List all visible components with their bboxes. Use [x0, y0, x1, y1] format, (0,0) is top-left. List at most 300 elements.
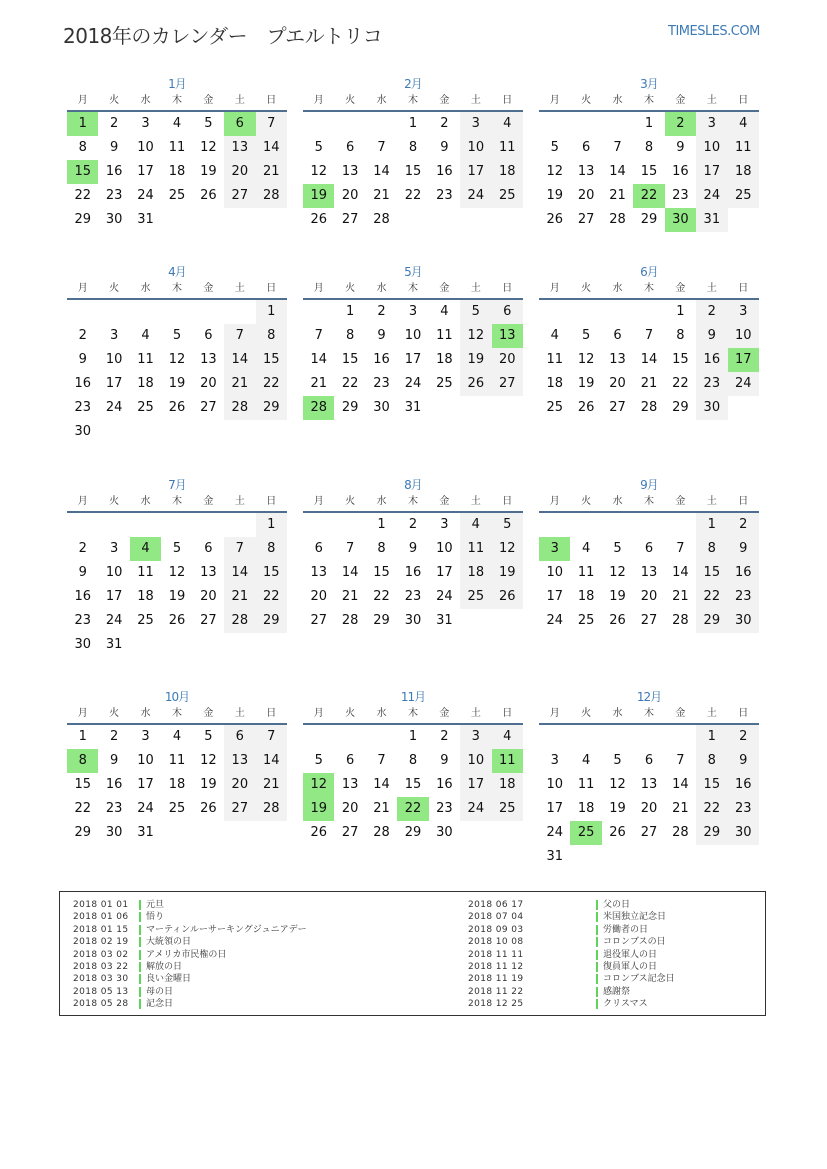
holiday-date: 2018 11 11 [468, 949, 524, 960]
empty-cell [492, 208, 523, 232]
holiday-entry [73, 973, 307, 985]
day-cell: 19 [168, 589, 186, 604]
weekday-label: 金 [439, 708, 450, 719]
holiday-day-cell: 4 [130, 537, 161, 561]
weekday-label: 水 [376, 95, 387, 106]
weekend-day-cell: 7 [224, 537, 255, 561]
weekday-label: 火 [345, 496, 356, 507]
month-grid [539, 93, 759, 232]
empty-cell [161, 420, 192, 444]
day-cell: 15 [672, 352, 689, 367]
weekday-label: 土 [234, 95, 245, 106]
holiday-marker [596, 937, 598, 947]
day-cell: 16 [105, 777, 123, 792]
weekend-day-cell: 1 [256, 513, 287, 537]
weekday-label: 金 [203, 283, 214, 294]
day-cell: 30 [74, 637, 91, 652]
day-cell: 7 [345, 541, 355, 556]
holiday-list-right [468, 899, 675, 1011]
empty-cell [492, 821, 523, 845]
holiday-entry [468, 973, 675, 985]
day-cell: 26 [609, 825, 626, 840]
day-cell: 19 [200, 777, 217, 792]
week-row [67, 324, 287, 348]
month-name: 3月 [640, 77, 658, 91]
day-cell: 1 [644, 116, 654, 131]
day-cell: 30 [373, 400, 390, 415]
holiday-entry [73, 998, 307, 1010]
day-cell: 28 [373, 212, 390, 227]
day-cell: 28 [341, 613, 359, 628]
day-cell: 22 [74, 188, 91, 203]
day-cell: 28 [640, 400, 658, 415]
weekday-header [539, 494, 759, 513]
day-cell: 5 [613, 753, 622, 768]
weekday-label: 水 [612, 283, 623, 294]
day-cell: 29 [640, 212, 658, 227]
day-cell: 5 [314, 753, 323, 768]
day-cell: 15 [404, 164, 422, 179]
holiday-marker [596, 925, 598, 935]
weekend-day-cell: 4 [492, 725, 523, 749]
day-cell: 25 [436, 376, 453, 391]
day-cell: 9 [78, 565, 87, 580]
weekend-day-cell: 24 [460, 797, 491, 821]
day-cell: 17 [105, 376, 123, 391]
weekend-day-cell: 8 [696, 537, 727, 561]
day-cell: 16 [404, 565, 422, 580]
empty-cell [224, 633, 255, 657]
day-cell: 10 [137, 753, 154, 768]
holiday-day-cell: 15 [67, 160, 98, 184]
weekday-label: 火 [109, 95, 120, 106]
day-cell: 2 [408, 517, 418, 532]
weekend-day-cell: 25 [492, 797, 523, 821]
holiday-marker [596, 999, 598, 1009]
day-cell: 17 [105, 589, 123, 604]
day-cell: 7 [676, 541, 685, 556]
empty-cell [570, 845, 601, 869]
weekday-header [67, 494, 287, 513]
day-cell: 15 [341, 352, 359, 367]
weekday-label: 土 [470, 283, 481, 294]
day-cell: 3 [109, 328, 119, 343]
holiday-entry [468, 998, 675, 1010]
holiday-name: 労働者の日 [603, 924, 649, 935]
week-row [67, 561, 287, 585]
day-cell: 20 [640, 589, 658, 604]
weekday-label: 日 [266, 95, 277, 106]
weekday-label: 水 [612, 496, 623, 507]
weekday-label: 金 [203, 95, 214, 106]
day-cell: 2 [109, 116, 119, 131]
day-cell: 5 [550, 140, 559, 155]
empty-cell [224, 821, 255, 845]
empty-cell [429, 396, 460, 420]
day-cell: 11 [577, 777, 595, 792]
day-cell: 19 [609, 589, 626, 604]
day-cell: 9 [377, 328, 386, 343]
empty-cell [570, 513, 601, 537]
weekend-day-cell: 12 [492, 537, 523, 561]
week-row [539, 396, 759, 420]
day-cell: 4 [581, 753, 591, 768]
empty-cell [366, 725, 397, 749]
weekday-label: 水 [140, 283, 151, 294]
week-row [303, 609, 523, 633]
day-cell: 10 [546, 777, 563, 792]
weekday-label: 木 [171, 95, 182, 106]
week-row [303, 513, 523, 537]
week-row [539, 821, 759, 845]
holiday-marker [139, 974, 141, 984]
day-cell: 19 [200, 164, 217, 179]
day-cell: 16 [74, 376, 91, 391]
day-cell: 16 [436, 777, 453, 792]
day-cell: 21 [609, 188, 626, 203]
week-row [67, 300, 287, 324]
weekday-label: 火 [109, 496, 120, 507]
weekday-label: 土 [234, 283, 245, 294]
holiday-name: 復員軍人の日 [603, 961, 658, 972]
day-cell: 9 [109, 753, 119, 768]
holiday-legend [59, 891, 766, 1016]
empty-cell [256, 208, 287, 232]
weekday-label: 月 [313, 95, 324, 106]
day-cell: 24 [137, 801, 154, 816]
day-cell: 10 [137, 140, 154, 155]
holiday-marker [596, 950, 598, 960]
day-cell: 28 [672, 613, 689, 628]
weekend-day-cell: 24 [460, 184, 491, 208]
empty-cell [334, 112, 365, 136]
weekday-label: 火 [581, 283, 592, 294]
weekend-day-cell: 22 [256, 372, 287, 396]
empty-cell [539, 725, 570, 749]
week-row [539, 324, 759, 348]
holiday-day-cell: 11 [492, 749, 523, 773]
empty-cell [665, 845, 696, 869]
day-cell: 7 [613, 140, 622, 155]
week-row [539, 609, 759, 633]
day-cell: 1 [377, 517, 386, 532]
day-cell: 8 [408, 140, 418, 155]
day-cell: 17 [137, 164, 154, 179]
weekday-label: 金 [675, 95, 686, 106]
month-name: 1月 [168, 77, 186, 91]
day-cell: 26 [200, 188, 217, 203]
weekday-label: 月 [549, 283, 560, 294]
week-row [303, 184, 523, 208]
weekday-label: 水 [376, 708, 387, 719]
weekend-day-cell: 4 [728, 112, 759, 136]
week-row [67, 821, 287, 845]
month-name: 6月 [640, 265, 658, 279]
day-cell: 23 [373, 376, 390, 391]
holiday-day-cell: 22 [633, 184, 664, 208]
weekday-label: 土 [706, 496, 717, 507]
holiday-day-cell: 3 [539, 537, 570, 561]
day-cell: 18 [168, 777, 186, 792]
weekday-label: 金 [439, 496, 450, 507]
day-cell: 20 [577, 188, 595, 203]
holiday-day-cell: 19 [303, 184, 334, 208]
weekend-day-cell: 19 [492, 561, 523, 585]
empty-cell [366, 112, 397, 136]
empty-cell [602, 725, 633, 749]
week-row [67, 208, 287, 232]
empty-cell [602, 845, 633, 869]
week-row [67, 609, 287, 633]
month-grid [303, 706, 523, 845]
week-row [303, 324, 523, 348]
week-row [67, 797, 287, 821]
day-cell: 13 [200, 352, 217, 367]
weekday-label: 火 [345, 708, 356, 719]
empty-cell [728, 845, 759, 869]
week-row [303, 561, 523, 585]
weekday-label: 金 [675, 496, 686, 507]
holiday-name: 良い金曜日 [146, 974, 192, 985]
holiday-entry [468, 899, 675, 911]
day-cell: 23 [105, 801, 123, 816]
day-cell: 22 [672, 376, 689, 391]
weekend-day-cell: 22 [696, 797, 727, 821]
day-cell: 9 [440, 140, 449, 155]
day-cell: 27 [200, 400, 217, 415]
empty-cell [303, 725, 334, 749]
day-cell: 17 [546, 801, 563, 816]
weekday-label: 火 [109, 708, 120, 719]
month-grid [67, 706, 287, 845]
day-cell: 2 [78, 541, 87, 556]
day-cell: 3 [109, 541, 119, 556]
empty-cell [334, 725, 365, 749]
empty-cell [256, 633, 287, 657]
day-cell: 16 [436, 164, 453, 179]
weekday-label: 木 [643, 95, 654, 106]
holiday-marker [139, 962, 141, 972]
holiday-name: アメリカ市民権の日 [146, 949, 227, 960]
weekend-day-cell: 19 [460, 348, 491, 372]
weekend-day-cell: 28 [224, 609, 255, 633]
month-5 [303, 263, 523, 458]
week-row [67, 372, 287, 396]
month-1 [67, 75, 287, 270]
empty-cell [161, 821, 192, 845]
week-row [303, 112, 523, 136]
day-cell: 28 [609, 212, 626, 227]
day-cell: 13 [200, 565, 217, 580]
empty-cell [539, 300, 570, 324]
week-row [539, 160, 759, 184]
weekend-day-cell: 27 [492, 372, 523, 396]
month-name: 10月 [164, 690, 190, 704]
day-cell: 29 [341, 400, 359, 415]
weekend-day-cell: 10 [696, 136, 727, 160]
holiday-name: クリスマス [603, 999, 648, 1010]
week-row [539, 725, 759, 749]
holiday-day-cell: 22 [397, 797, 428, 821]
weekend-day-cell: 30 [696, 396, 727, 420]
holiday-entry [468, 949, 675, 961]
day-cell: 12 [609, 565, 626, 580]
month-grid [303, 93, 523, 232]
weekend-day-cell: 8 [256, 537, 287, 561]
brand-link[interactable]: TIMESLES.COM [668, 24, 760, 39]
empty-cell [539, 513, 570, 537]
weekend-day-cell: 13 [224, 136, 255, 160]
empty-cell [67, 513, 98, 537]
month-grid [303, 494, 523, 633]
day-cell: 2 [440, 729, 449, 744]
day-cell: 30 [404, 613, 422, 628]
weekend-day-cell: 3 [460, 725, 491, 749]
weekday-header [539, 706, 759, 725]
weekday-label: 火 [345, 283, 356, 294]
weekday-label: 金 [439, 95, 450, 106]
empty-cell [161, 208, 192, 232]
day-cell: 23 [74, 400, 91, 415]
holiday-date: 2018 10 08 [468, 937, 524, 948]
week-row [67, 184, 287, 208]
holiday-date: 2018 11 12 [468, 961, 524, 972]
day-cell: 26 [546, 212, 563, 227]
week-row [539, 773, 759, 797]
day-cell: 5 [581, 328, 591, 343]
empty-cell [256, 821, 287, 845]
weekend-day-cell: 1 [256, 300, 287, 324]
empty-cell [570, 300, 601, 324]
weekend-day-cell: 20 [492, 348, 523, 372]
day-cell: 8 [78, 140, 87, 155]
day-cell: 29 [74, 825, 91, 840]
day-cell: 5 [172, 328, 182, 343]
day-cell: 13 [341, 164, 359, 179]
holiday-entry [468, 936, 675, 948]
day-cell: 13 [640, 777, 658, 792]
holiday-entry [73, 924, 307, 936]
weekend-day-cell: 18 [728, 160, 759, 184]
day-cell: 15 [640, 164, 658, 179]
weekday-label: 日 [502, 283, 513, 294]
week-row [539, 208, 759, 232]
month-grid [539, 281, 759, 420]
day-cell: 14 [373, 777, 390, 792]
day-cell: 14 [310, 352, 327, 367]
holiday-date: 2018 11 19 [468, 974, 524, 985]
weekday-label: 火 [581, 496, 592, 507]
month-grid [303, 281, 523, 420]
day-cell: 18 [137, 589, 154, 604]
day-cell: 18 [577, 801, 595, 816]
month-grid [67, 93, 287, 232]
empty-cell [602, 513, 633, 537]
day-cell: 1 [78, 729, 87, 744]
weekend-day-cell: 25 [728, 184, 759, 208]
weekend-day-cell: 16 [728, 561, 759, 585]
day-cell: 11 [577, 565, 595, 580]
weekday-label: 月 [77, 708, 88, 719]
day-cell: 6 [314, 541, 323, 556]
weekday-header [303, 281, 523, 300]
week-row [67, 396, 287, 420]
month-3 [539, 75, 759, 270]
holiday-day-cell: 8 [67, 749, 98, 773]
weekday-label: 木 [407, 283, 418, 294]
day-cell: 14 [341, 565, 359, 580]
day-cell: 7 [314, 328, 323, 343]
day-cell: 23 [436, 188, 453, 203]
weekend-day-cell: 11 [728, 136, 759, 160]
day-cell: 20 [341, 801, 359, 816]
holiday-name: 父の日 [603, 900, 631, 910]
weekend-day-cell: 28 [224, 396, 255, 420]
day-cell: 27 [640, 613, 658, 628]
day-cell: 31 [546, 849, 563, 864]
empty-cell [193, 821, 224, 845]
weekend-day-cell: 15 [256, 561, 287, 585]
weekend-day-cell: 31 [696, 208, 727, 232]
day-cell: 24 [546, 613, 563, 628]
weekday-label: 月 [77, 95, 88, 106]
weekend-day-cell: 12 [460, 324, 491, 348]
day-cell: 26 [577, 400, 595, 415]
holiday-day-cell: 13 [492, 324, 523, 348]
empty-cell [460, 208, 491, 232]
weekday-label: 火 [581, 708, 592, 719]
weekday-label: 月 [313, 708, 324, 719]
day-cell: 31 [137, 825, 154, 840]
weekday-label: 金 [439, 283, 450, 294]
holiday-date: 2018 11 22 [468, 986, 524, 997]
weekend-day-cell: 10 [728, 324, 759, 348]
weekday-label: 日 [738, 708, 749, 719]
weekday-label: 月 [77, 283, 88, 294]
day-cell: 20 [310, 589, 327, 604]
weekend-day-cell: 21 [224, 372, 255, 396]
month-name: 12月 [636, 690, 662, 704]
weekend-day-cell: 3 [460, 112, 491, 136]
month-11 [303, 688, 523, 883]
month-8 [303, 476, 523, 671]
weekend-day-cell: 8 [256, 324, 287, 348]
holiday-day-cell: 17 [728, 348, 759, 372]
holiday-day-cell: 6 [224, 112, 255, 136]
day-cell: 8 [345, 328, 355, 343]
weekday-label: 日 [502, 95, 513, 106]
weekend-day-cell: 4 [492, 112, 523, 136]
day-cell: 31 [105, 637, 123, 652]
day-cell: 11 [137, 565, 154, 580]
weekend-day-cell: 23 [696, 372, 727, 396]
holiday-name: マーティンルーサーキングジュニアデー [146, 924, 307, 935]
day-cell: 8 [408, 753, 418, 768]
empty-cell [492, 609, 523, 633]
day-cell: 25 [546, 400, 563, 415]
day-cell: 22 [373, 589, 390, 604]
holiday-marker [596, 987, 598, 997]
day-cell: 11 [137, 352, 154, 367]
empty-cell [98, 420, 129, 444]
day-cell: 9 [440, 753, 449, 768]
holiday-marker [596, 912, 598, 922]
holiday-name: 大統領の日 [146, 937, 192, 948]
weekday-label: 木 [171, 708, 182, 719]
weekday-label: 月 [77, 496, 88, 507]
day-cell: 10 [105, 565, 123, 580]
day-cell: 31 [436, 613, 453, 628]
